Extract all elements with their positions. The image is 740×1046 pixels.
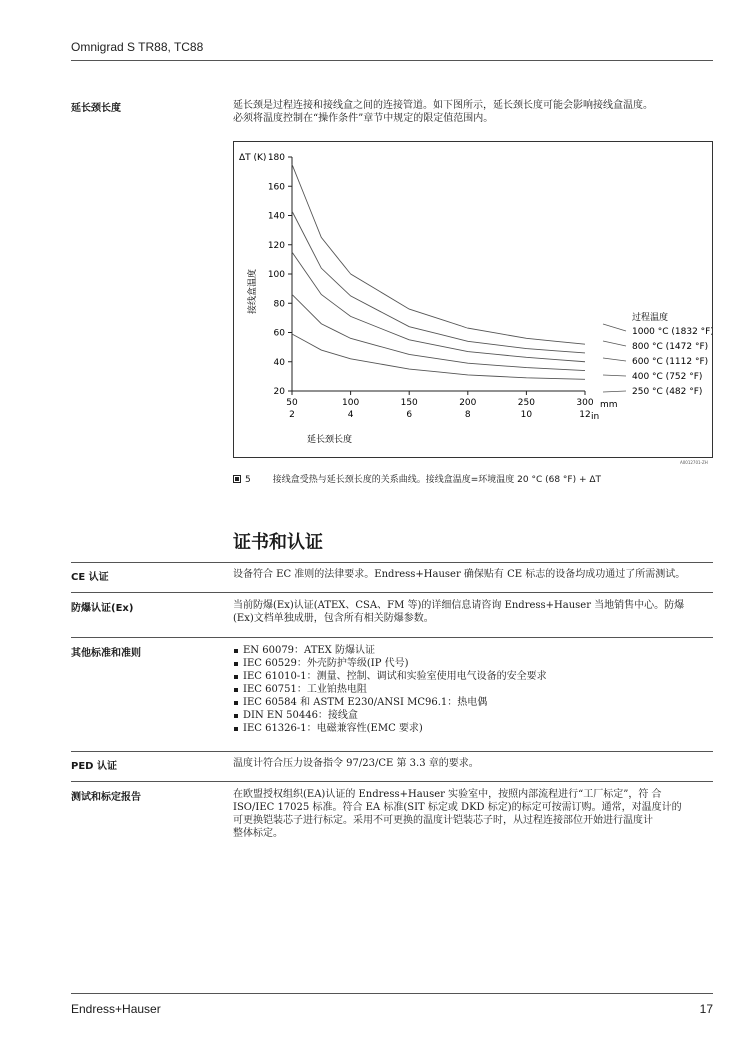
chart-series xyxy=(292,164,585,379)
neck-length-text xyxy=(233,99,713,125)
y-tick-label: 180 xyxy=(267,153,285,163)
figure-caption xyxy=(233,472,601,485)
x-tick-label-mm: 150 xyxy=(400,398,418,408)
figure-number: 5 xyxy=(245,475,251,485)
series-line xyxy=(292,252,585,362)
legend-title: 过程温度 xyxy=(632,313,669,323)
x-tick-label-mm: 250 xyxy=(517,398,535,408)
legend-leader-line xyxy=(603,375,626,376)
x-tick-label-in: 8 xyxy=(464,410,471,420)
calibration-label: 测试和标定报告 xyxy=(71,792,141,803)
standard-item: EN 60079：ATEX 防爆认证 xyxy=(233,644,713,657)
calibration-line2: ISO/IEC 17025 标准。符合 EA 标准(SIT 标定或 DKD 标定)的标定可按需订购。通常，对温度计的 xyxy=(233,802,682,813)
legend-entry: 400 °C (752 °F) xyxy=(632,372,703,382)
divider xyxy=(71,751,713,752)
divider xyxy=(71,781,713,782)
neck-text-line1: 延长颈是过程连接和接线盒之间的连接管道。如下图所示，延长颈长度可能会影响接线盒温度。 xyxy=(233,100,653,111)
y-tick-label: 40 xyxy=(273,357,285,368)
x-tick-label-in: 12 xyxy=(579,410,591,420)
ped-label: PED 认证 xyxy=(71,761,117,772)
series-line xyxy=(292,211,585,353)
neck-text-line2: 必须将温度控制在“操作条件”章节中规定的限定值范围内。 xyxy=(233,113,494,124)
footer-brand: Endress+Hauser xyxy=(71,1002,161,1016)
y-tick-label: 80 xyxy=(273,299,285,310)
standard-item: IEC 60584 和 ASTM E230/ANSI MC96.1：热电偶 xyxy=(233,696,713,709)
standard-item: IEC 60751：工业铂热电阻 xyxy=(233,683,713,696)
calibration-text xyxy=(233,788,713,840)
figure-icon xyxy=(233,475,241,483)
divider xyxy=(71,592,713,593)
standard-item: IEC 60529：外壳防护等级(IP 代号) xyxy=(233,657,713,670)
legend-entry: 250 °C (482 °F) xyxy=(632,387,703,397)
x-tick-label-mm: 300 xyxy=(576,398,594,408)
ce-label: CE 认证 xyxy=(71,572,109,583)
y-tick-label: 60 xyxy=(273,328,285,339)
neck-length-label: 延长颈长度 xyxy=(71,103,121,114)
series-line xyxy=(292,164,585,344)
ex-label: 防爆认证(Ex) xyxy=(71,603,134,614)
legend-entry: 800 °C (1472 °F) xyxy=(632,342,709,352)
x-tick-label-in: 10 xyxy=(520,410,533,420)
legend-leader-line xyxy=(603,324,626,331)
figure-id: A0012701-ZH xyxy=(680,460,708,465)
ex-text xyxy=(233,599,713,625)
x-tick-label-in: 6 xyxy=(406,410,413,420)
calibration-line4: 整体标定。 xyxy=(233,828,283,839)
standard-item: IEC 61010-1：测量、控制、调试和实验室使用电气设备的安全要求 xyxy=(233,670,713,683)
calibration-line1: 在欧盟授权组织(EA)认证的 Endress+Hauser 实验室中，按照内部流程进行“工厂标定”，符 合 xyxy=(233,789,662,800)
standards-label: 其他标准和准则 xyxy=(71,648,141,659)
standard-item: DIN EN 50446：接线盒 xyxy=(233,709,713,722)
chart-frame xyxy=(233,141,713,458)
x-tick-label-mm: 200 xyxy=(459,398,477,408)
calibration-line3: 可更换铠装芯子进行标定。采用不可更换的温度计铠装芯子时，从过程连接部位开始进行温度计 xyxy=(233,815,653,826)
legend-leader-line xyxy=(603,391,626,392)
section-title: 证书和认证 xyxy=(233,532,323,553)
y-axis-label: 接线盒温度 xyxy=(248,268,258,314)
chart-ticks xyxy=(268,153,594,420)
x-axis-unit-mm: mm xyxy=(600,400,618,410)
legend-leader-line xyxy=(603,358,626,361)
ex-text-line1: 当前防爆(Ex)认证(ATEX、CSA、FM 等)的详细信息请咨询 Endress+Hauser 当地销售中心。防爆 xyxy=(233,600,685,611)
divider xyxy=(71,637,713,638)
footer-rule xyxy=(71,993,713,994)
chart-axes xyxy=(292,157,585,391)
x-tick-label-mm: 50 xyxy=(286,398,298,408)
legend-entry: 1000 °C (1832 °F) xyxy=(632,327,712,337)
page-header-title: Omnigrad S TR88, TC88 xyxy=(71,40,204,54)
legend-entry: 600 °C (1112 °F) xyxy=(632,357,709,367)
legend-leader-line xyxy=(603,341,626,346)
y-tick-label: 100 xyxy=(267,270,285,280)
y-tick-label: 20 xyxy=(273,387,285,397)
header-rule xyxy=(71,60,713,61)
standards-list xyxy=(233,644,713,735)
page-number: 17 xyxy=(699,1002,713,1016)
x-tick-label-mm: 100 xyxy=(342,398,360,408)
x-tick-label-in: 4 xyxy=(347,410,354,420)
figure-caption-text: 接线盒受热与延长颈长度的关系曲线。接线盒温度=环境温度 20 °C (68 °F) + ΔT xyxy=(272,475,602,485)
y-tick-label: 120 xyxy=(267,240,285,251)
x-tick-label-in: 2 xyxy=(289,410,295,420)
y-axis-unit: ΔT (K) xyxy=(239,153,267,163)
y-tick-label: 160 xyxy=(267,182,285,193)
y-tick-label: 140 xyxy=(267,211,285,222)
series-line xyxy=(292,334,585,379)
standard-item: IEC 61326-1：电磁兼容性(EMC 要求) xyxy=(233,722,713,735)
ce-text: 设备符合 EC 准则的法律要求。Endress+Hauser 确保贴有 CE 标志的设备均成功通过了所需测试。 xyxy=(233,569,686,580)
x-axis-unit-in: in xyxy=(591,412,600,422)
ex-text-line2: (Ex)文档单独成册，包含所有相关防爆参数。 xyxy=(233,613,434,624)
neck-temperature-chart xyxy=(234,142,712,457)
x-axis-label: 延长颈长度 xyxy=(307,435,353,445)
divider xyxy=(71,562,713,563)
chart-legend xyxy=(603,324,712,397)
ped-text: 温度计符合压力设备指令 97/23/CE 第 3.3 章的要求。 xyxy=(233,758,479,769)
